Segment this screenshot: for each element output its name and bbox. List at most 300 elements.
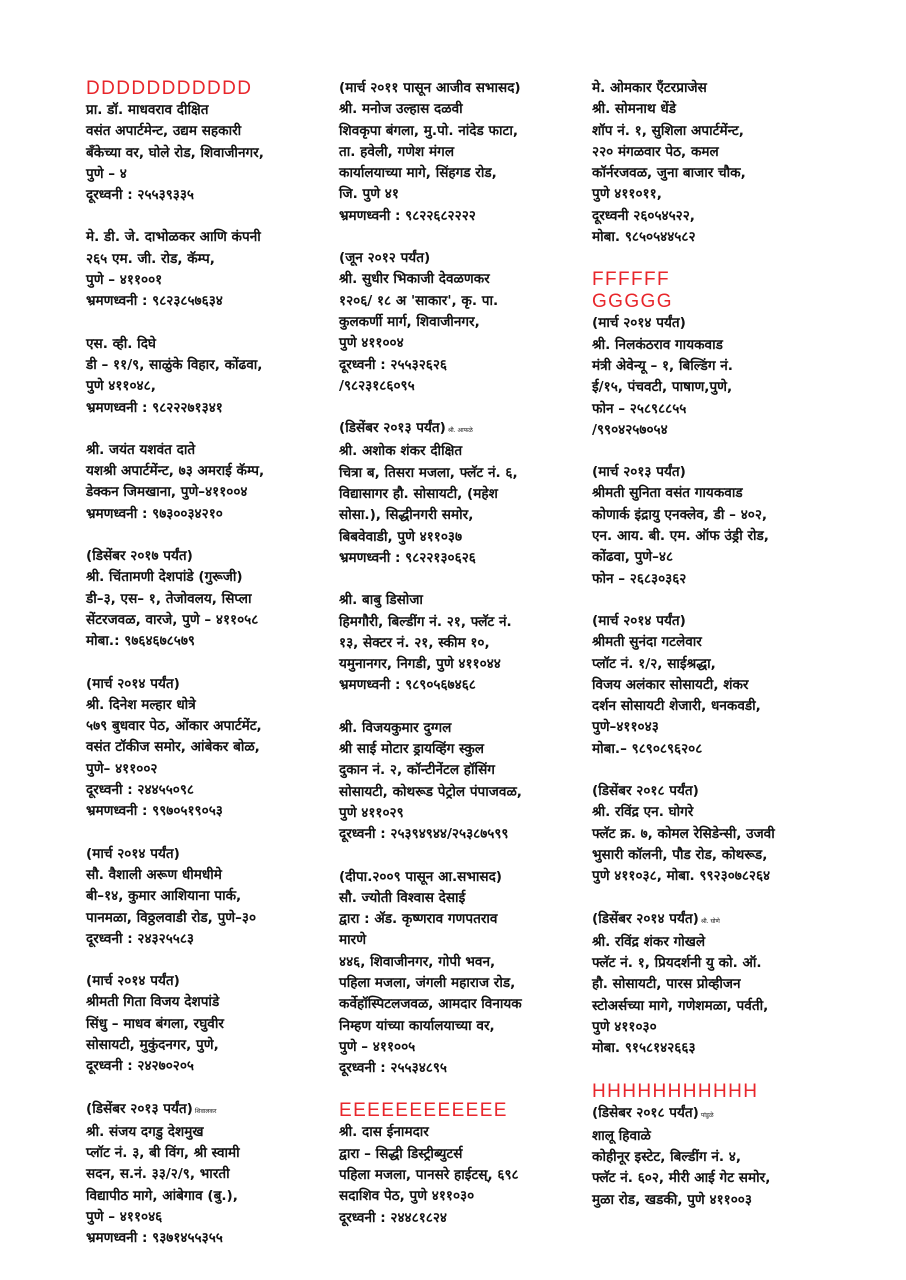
entry-line-row xyxy=(339,548,587,569)
entry-line-row xyxy=(339,441,587,462)
entry-line-row xyxy=(339,739,587,760)
entry-first-line: श्री. जयंत यशवंत दाते xyxy=(86,441,196,458)
entry-line-row xyxy=(86,164,334,185)
entry-first-line: (डिसेंबर २०१७ पर्यंत) xyxy=(86,548,193,565)
entry-line: सोसायटी, कोथरूड पेट्रोल पंपाजवळ, xyxy=(339,783,522,800)
entry-line: सौ. ज्योती विश्वास देसाई xyxy=(339,889,466,906)
entry-line: हिमगौरी, बिल्डींग नं. २१, फ्लॅट नं. xyxy=(339,613,512,630)
entry-line-row xyxy=(592,781,840,802)
entry-line-row xyxy=(86,801,334,822)
entry-line: कार्यालयाच्या मागे, सिंहगड रोड, xyxy=(339,165,497,182)
member-entry xyxy=(86,1099,334,1250)
entry-line-row xyxy=(86,759,334,780)
entry-line: मोबा.– ९८९०८९६२०८ xyxy=(592,740,703,757)
entry-line: सोसा.), सिद्धीनगरी समोर, xyxy=(339,507,474,524)
entry-line: भ्रमणध्वनी : ९८९०५६७४६८ xyxy=(339,677,476,694)
entry-line-row xyxy=(339,484,587,505)
entry-line-row xyxy=(86,334,334,355)
member-entry xyxy=(86,440,334,525)
entry-line-row xyxy=(86,929,334,950)
entry-line: ५७९ बुधवार पेठ, ओंकार अपार्टमेंट, xyxy=(86,718,262,735)
entry-line-row xyxy=(339,248,587,269)
entry-line-row xyxy=(592,335,840,356)
entry-line-row xyxy=(339,760,587,781)
member-entry xyxy=(339,248,587,397)
entry-line: बी–१४, कुमार आशियाना पार्क, xyxy=(86,888,242,905)
entry-line-row xyxy=(592,1017,840,1038)
entry-first-line: (जून २०१२ पर्यंत) xyxy=(339,250,431,267)
entry-first-line: (दीपा.२००९ पासून आ.सभासद) xyxy=(339,868,503,885)
entry-line: प्लॉट नं. ३, बी विंग, श्री स्वामी xyxy=(86,1145,240,1162)
entry-first-line: (डिसेंबर २०१३ पर्यंत) xyxy=(86,1100,193,1117)
entry-line: बिबवेवाडी, पुणे ४११०३७ xyxy=(339,528,463,545)
entry-line: मुळा रोड, खडकी, पुणे ४११००३ xyxy=(592,1191,752,1208)
entry-first-line: प्रा. डॉ. माधवराव दीक्षित xyxy=(86,102,209,118)
entry-line: डी – ११/९, साळुंके विहार, कोंढवा, xyxy=(86,356,263,373)
entry-line-row xyxy=(86,398,334,419)
entry-line-row xyxy=(86,1035,334,1056)
member-entry xyxy=(339,590,587,696)
entry-line-row xyxy=(339,312,587,333)
entry-line-row xyxy=(592,866,840,887)
entry-line-row xyxy=(339,418,587,441)
entry-line-row xyxy=(339,505,587,526)
entry-first-line: श्री. दास ईनामदार xyxy=(339,1124,429,1141)
entry-first-line: (डिसेबर २०१८ पर्यंत) xyxy=(592,1104,699,1121)
entry-line-row xyxy=(86,1014,334,1035)
entry-line-row xyxy=(86,185,334,206)
entry-line: डेक्कन जिमखाना, पुणे–४११००४ xyxy=(86,484,248,501)
entry-line: दूरध्वनी : २५५३९३३५ xyxy=(86,187,194,204)
entry-line-row xyxy=(86,674,334,695)
entry-line: श्रीमती गिता विजय देशपांडे xyxy=(86,994,220,1011)
entry-line-row xyxy=(592,526,840,547)
entry-line-row xyxy=(339,675,587,696)
entry-line-row xyxy=(592,1168,840,1189)
entry-line-row xyxy=(592,1190,840,1211)
entry-line-row xyxy=(592,654,840,675)
entry-line-row xyxy=(339,355,587,376)
entry-line: ४४६, शिवाजीनगर, गोपी भवन, xyxy=(339,953,496,970)
entry-line: फ्लॅट क्र. ७, कोमल रेसिडेन्सी, उजवी xyxy=(592,825,775,842)
entry-line: मंत्री अेवेन्यू – १, बिल्डिंग नं. xyxy=(592,357,733,374)
entry-first-line: (डिसेंबर २०१३ पर्यंत) xyxy=(339,420,446,437)
entry-line: भ्रमणध्वनी : ९८२२६८२२२२ xyxy=(339,207,476,224)
entry-line-row xyxy=(86,1164,334,1185)
entry-line: पहिला मजला, जंगली महाराज रोड, xyxy=(339,974,516,991)
entry-line-row xyxy=(592,547,840,568)
member-entry xyxy=(592,313,840,441)
entry-line: दूरध्वनी : २४२७०२०५ xyxy=(86,1058,194,1075)
entry-line-row xyxy=(86,100,334,121)
entry-first-line: (मार्च २०११ पासून आजीव सभासद) xyxy=(339,80,521,96)
entry-line-row xyxy=(86,440,334,461)
entry-line: पुणे ४११०३८, मोबा. ९९२३०७८२६४ xyxy=(592,868,771,885)
entry-line-row xyxy=(592,1126,840,1147)
entry-line-row xyxy=(592,802,840,823)
entry-first-line: एस. व्ही. दिघे xyxy=(86,335,156,352)
entry-line: दुकान नं. २, कॉन्टीनेंटल हॉसिंग xyxy=(339,762,495,779)
member-entry xyxy=(592,78,840,248)
member-entry xyxy=(86,674,334,823)
entry-line-row xyxy=(592,1147,840,1168)
entry-line: विद्यासागर हौ. सोसायटी, (महेश xyxy=(339,486,498,503)
entry-line-row xyxy=(592,569,840,590)
member-entry xyxy=(339,418,587,569)
entry-line-row xyxy=(339,333,587,354)
entry-line-row xyxy=(339,99,587,120)
entry-line: पहिला मजला, पानसरे हाईटस्, ६९८ xyxy=(339,1167,519,1184)
entry-line-row xyxy=(86,482,334,503)
entry-line-row xyxy=(592,483,840,504)
entry-line: फ्लॅट नं. ६०२, मीरी आई गेट समोर, xyxy=(592,1170,771,1187)
member-entry xyxy=(592,781,840,887)
entry-line-row xyxy=(592,184,840,205)
entry-line: २६५ एम. जी. रोड, कॅम्प, xyxy=(86,250,215,267)
entry-line-row xyxy=(339,867,587,888)
entry-line: श्री. अशोक शंकर दीक्षित xyxy=(339,443,463,460)
member-entry xyxy=(339,867,587,1080)
entry-line: पुणे – ४११०४६ xyxy=(86,1209,163,1226)
entry-line-row xyxy=(86,971,334,992)
entry-line-row xyxy=(339,590,587,611)
entry-line: ई/१५, पंचवटी, पाषाण,पुणे, xyxy=(592,379,733,396)
entry-line-row xyxy=(339,1165,587,1186)
entry-line: भ्रमणध्वनी : ९९७०५१९०५३ xyxy=(86,803,223,820)
entry-line: श्रीमती सुनिता वसंत गायकवाड xyxy=(592,485,743,502)
entry-line: भ्रमणध्वनी : ९३७१४५५३५५ xyxy=(86,1230,223,1247)
entry-line: जि. पुणे ४१ xyxy=(339,186,399,203)
entry-first-line: (मार्च २०१४ पर्यंत) xyxy=(86,845,180,862)
entry-line: मारणे xyxy=(339,932,367,949)
entry-line-row xyxy=(339,1122,587,1143)
entry-line: मोबा. ९८५०५४४५८२ xyxy=(592,229,696,246)
entry-line-row xyxy=(339,463,587,484)
entry-line-row xyxy=(86,992,334,1013)
entry-line-row xyxy=(339,803,587,824)
letter-heading: HHHHHHHHHHH xyxy=(592,1080,759,1102)
entry-line: पुणे ४११०११, xyxy=(592,186,662,203)
entry-line-row xyxy=(86,589,334,610)
column-left xyxy=(86,78,334,1271)
entry-line-row xyxy=(339,527,587,548)
entry-line: डी–३, एस– १, तेजोवलय, सिप्ला xyxy=(86,590,252,607)
entry-line: पुणे ४११००४ xyxy=(339,335,404,352)
entry-line-row xyxy=(339,782,587,803)
entry-line-row xyxy=(86,504,334,525)
entry-line: पुणे– ४११००२ xyxy=(86,760,158,777)
entry-line: श्री. सुधीर भिकाजी देवळणकर xyxy=(339,271,490,288)
member-entry xyxy=(86,844,334,950)
entry-line-row xyxy=(592,121,840,142)
member-entry xyxy=(86,100,334,206)
entry-line-row xyxy=(86,249,334,270)
entry-line: हौ. सोसायटी, पारस प्रोव्हीजन xyxy=(592,976,741,993)
entry-line-row xyxy=(339,121,587,142)
entry-line: स्टोअर्सच्या मागे, गणेशमळा, पर्वती, xyxy=(592,997,769,1014)
entry-line: सेंटरजवळ, वारजे, पुणे – ४११०५८ xyxy=(86,611,259,628)
entry-line-row xyxy=(592,99,840,120)
entry-line-row xyxy=(86,546,334,567)
entry-line: वसंत अपार्टमेन्ट, उद्यम सहकारी xyxy=(86,123,242,140)
entry-line: पुणे–४११०४३ xyxy=(592,719,659,736)
entry-line-row xyxy=(339,269,587,290)
entry-line: विद्यापीठ मागे, आंबेगाव (बु.), xyxy=(86,1187,238,1204)
entry-line: यमुनानगर, निगडी, पुणे ४११०४४ xyxy=(339,656,501,673)
entry-line: दूरध्वनी : २४३२५५८३ xyxy=(86,930,194,947)
entry-note: श्री. आफळे xyxy=(447,427,473,435)
entry-line: श्री. संजय दगडु देशमुख xyxy=(86,1123,204,1140)
member-entry xyxy=(592,462,840,590)
entry-first-line: मे. ओमकार ऍंटरप्राजेस xyxy=(592,80,707,96)
entry-first-line: (डिसेंबर २०१८ पर्यंत) xyxy=(592,783,699,800)
entry-note: पांडुळे xyxy=(700,1111,714,1119)
entry-line-row xyxy=(592,1103,840,1126)
member-entry xyxy=(86,334,334,419)
entry-line-row xyxy=(339,291,587,312)
entry-first-line: श्री. विजयकुमार दुग्गल xyxy=(339,719,452,736)
entry-line: शिवकृपा बंगला, मु.पो. नांदेड फाटा, xyxy=(339,122,519,139)
entry-line: भ्रमणध्वनी : ९८२२१३०६२६ xyxy=(339,549,476,566)
entry-line: दूरध्वनी : २५५३४८९५ xyxy=(339,1060,447,1077)
entry-line: श्री. रविंद्र शंकर गोखले xyxy=(592,933,706,950)
entry-line: कॉर्नरजवळ, जुना बाजार चौक, xyxy=(592,165,746,182)
entry-line: श्री. रविंद्र एन. घोगरे xyxy=(592,804,694,821)
entry-line-row xyxy=(86,631,334,652)
entry-line-row xyxy=(592,696,840,717)
entry-line-row xyxy=(339,952,587,973)
member-entry xyxy=(86,227,334,312)
entry-first-line: (मार्च २०१४ पर्यंत) xyxy=(86,973,180,990)
entry-line-row xyxy=(592,399,840,420)
member-entry xyxy=(339,78,587,227)
entry-line: कोणार्क इंद्रायु एनक्लेव, डी – ४०२, xyxy=(592,506,768,523)
entry-line-row xyxy=(86,1143,334,1164)
entry-line: कोंढवा, पुणे–४८ xyxy=(592,549,674,566)
entry-line: श्री. निलकंठराव गायकवाड xyxy=(592,336,723,353)
entry-line-row xyxy=(592,505,840,526)
entry-line-row xyxy=(592,932,840,953)
entry-first-line: (डिसेंबर २०१४ पर्यंत) xyxy=(592,910,699,927)
entry-line-row xyxy=(592,824,840,845)
entry-line-row xyxy=(86,1228,334,1249)
entry-line-row xyxy=(592,1038,840,1059)
entry-line-row xyxy=(592,675,840,696)
entry-line: चित्रा ब, तिसरा मजला, फ्लॅट नं. ६, xyxy=(339,464,518,481)
entry-line: पुणे – ४ xyxy=(86,165,127,182)
entry-line-row xyxy=(592,632,840,653)
entry-line-row xyxy=(86,270,334,291)
entry-line: ता. हवेली, गणेश मंगल xyxy=(339,143,455,160)
entry-line: श्री. मनोज उल्हास दळवी xyxy=(339,101,463,118)
letter-heading: GGGGG xyxy=(592,291,673,313)
entry-line-row xyxy=(339,184,587,205)
entry-line: यशश्री अपार्टमेंन्ट, ७३ अमराई कॅम्प, xyxy=(86,463,265,480)
entry-line: विजय अलंकार सोसायटी, शंकर xyxy=(592,676,749,693)
entry-line-row xyxy=(592,996,840,1017)
entry-line: द्वारा : ॲड. कृष्णराव गणपतराव xyxy=(339,911,498,928)
entry-line-row xyxy=(86,376,334,397)
entry-line-row xyxy=(86,291,334,312)
letter-heading: EEEEEEEEEEEE xyxy=(339,1100,508,1122)
entry-line-row xyxy=(339,612,587,633)
entry-line: दर्शन सोसायटी शेजारी, धनकवडी, xyxy=(592,698,761,715)
entry-first-line: (मार्च २०१४ पर्यंत) xyxy=(592,315,686,332)
entry-line-row xyxy=(339,824,587,845)
entry-line-row xyxy=(86,716,334,737)
entry-line: पुणे – ४११००१ xyxy=(86,272,163,289)
entry-line: बँकेच्या वर, घोले रोड, शिवाजीनगर, xyxy=(86,144,264,161)
entry-line: द्वारा – सिद्धी डिस्ट्रीब्युटर्स xyxy=(339,1145,463,1162)
entry-line-row xyxy=(339,930,587,951)
entry-line-row xyxy=(592,611,840,632)
entry-line-row xyxy=(86,908,334,929)
entry-line-row xyxy=(86,886,334,907)
entry-line: श्री. दिनेश मल्हार धोत्रे xyxy=(86,696,196,713)
entry-line: भ्रमणध्वनी : ९८२३८५७६३४ xyxy=(86,293,223,310)
entry-line-row xyxy=(339,1186,587,1207)
entry-line: मोबा. ९१५८१४२६६३ xyxy=(592,1040,696,1057)
entry-line: शॉप नं. १, सुशिला अपार्टमेंन्ट, xyxy=(592,122,744,139)
entry-line-row xyxy=(339,909,587,930)
entry-line: /९९०४२५७०५४ xyxy=(592,421,668,438)
entry-line: मोबा.: ९७६४६७८५७९ xyxy=(86,633,195,650)
entry-line-row xyxy=(592,163,840,184)
entry-first-line: (मार्च २०१४ पर्यंत) xyxy=(592,612,686,629)
entry-line: दूरध्वनी : २५५३२६२६ xyxy=(339,356,447,373)
entry-first-line: (मार्च २०१३ पर्यंत) xyxy=(592,464,686,481)
entry-note: शिवालकर xyxy=(194,1107,217,1115)
entry-line-row xyxy=(339,206,587,227)
entry-line: भुसारी कॉलनी, पौड रोड, कोथरूड, xyxy=(592,846,768,863)
member-entry xyxy=(86,546,334,652)
entry-line-row xyxy=(86,737,334,758)
entry-line-row xyxy=(86,143,334,164)
entry-line-row xyxy=(592,420,840,441)
entry-line-row xyxy=(339,718,587,739)
entry-line: फ्लॅट नं. १, प्रियदर्शनी यु को. ऑ. xyxy=(592,955,762,972)
entry-line: सदन, स.नं. ३३/२/९, भारती xyxy=(86,1166,230,1183)
entry-first-line: मे. डी. जे. दाभोळकर आणि कंपनी xyxy=(86,229,261,246)
entry-line: पुणे – ४११००५ xyxy=(339,1038,416,1055)
entry-line-row xyxy=(592,78,840,99)
entry-line-row xyxy=(339,163,587,184)
entry-line-row xyxy=(339,1016,587,1037)
entry-line-row xyxy=(592,845,840,866)
entry-line-row xyxy=(592,953,840,974)
entry-line: पानमळा, विठ्ठलवाडी रोड, पुणे–३० xyxy=(86,909,257,926)
entry-line-row xyxy=(339,376,587,397)
entry-line: दूरध्वनी : २४४५५०९८ xyxy=(86,782,194,799)
entry-line: दूरध्वनी : २५३९४९४४/२५३८७५९९ xyxy=(339,826,509,843)
entry-line-row xyxy=(86,1099,334,1122)
entry-line: कुलकर्णी मार्ग, शिवाजीनगर, xyxy=(339,313,480,330)
entry-line-row xyxy=(592,206,840,227)
letter-heading: DDDDDDDDDDD xyxy=(86,78,253,99)
member-entry xyxy=(592,1103,840,1211)
entry-line-row xyxy=(339,973,587,994)
entry-line: भ्रमणध्वनी : ९८२२२७१३४१ xyxy=(86,399,223,416)
entry-line: १३, सेक्टर नं. २१, स्कीम १०, xyxy=(339,634,490,651)
entry-line: वसंत टॉकीज समोर, आंबेकर बोळ, xyxy=(86,739,260,756)
column-right xyxy=(592,78,840,1232)
entry-line-row xyxy=(339,142,587,163)
entry-line-row xyxy=(86,1122,334,1143)
entry-line-row xyxy=(592,717,840,738)
entry-line: सौ. वैशाली अरूण धीमधीमे xyxy=(86,866,222,883)
entry-line-row xyxy=(86,1056,334,1077)
entry-line: पुणे ४११०४८, xyxy=(86,378,156,395)
member-entry xyxy=(339,1122,587,1228)
entry-line: श्रीमती सुनंदा गटलेवार xyxy=(592,634,702,651)
column-middle xyxy=(339,78,587,1250)
entry-note: श्री. घोणे xyxy=(700,917,720,925)
entry-line: प्लॉट नं. १/२, साईश्रद्धा, xyxy=(592,655,716,672)
entry-line-row xyxy=(592,227,840,248)
entry-line: फोन – २५८९८८५५ xyxy=(592,400,687,417)
entry-line-row xyxy=(339,994,587,1015)
entry-line: फोन – २६८३०३६२ xyxy=(592,570,687,587)
entry-line: /९८२३१८६०९५ xyxy=(339,377,415,394)
entry-line-row xyxy=(86,695,334,716)
entry-line: श्री. चिंतामणी देशपांडे (गुरूजी) xyxy=(86,569,243,586)
entry-line-row xyxy=(592,377,840,398)
entry-line: सोसायटी, मुकुंदनगर, पुणे, xyxy=(86,1036,219,1053)
entry-line: दूरध्वनी : २४४८१८२४ xyxy=(339,1209,447,1226)
entry-line-row xyxy=(592,142,840,163)
entry-line: पुणे ४११०२९ xyxy=(339,804,404,821)
entry-line-row xyxy=(339,888,587,909)
entry-line: भ्रमणध्वनी : ९७३००३४२१० xyxy=(86,505,223,522)
letter-heading: FFFFFF xyxy=(592,269,671,291)
entry-line-row xyxy=(86,865,334,886)
entry-line: श्री. सोमनाथ धेंडे xyxy=(592,101,676,118)
member-entry xyxy=(339,718,587,846)
entry-line-row xyxy=(339,1058,587,1079)
entry-line-row xyxy=(86,227,334,248)
entry-line-row xyxy=(86,1207,334,1228)
entry-line: कोहीनूर इस्टेट, बिल्डींग नं. ४, xyxy=(592,1149,742,1166)
entry-line: एन. आय. बी. एम. ऑफ उंड्री रोड, xyxy=(592,528,769,545)
entry-line-row xyxy=(339,78,587,99)
entry-line-row xyxy=(86,610,334,631)
entry-line-row xyxy=(86,461,334,482)
entry-line: सिंधु – माधव बंगला, रघुवीर xyxy=(86,1015,224,1032)
entry-line-row xyxy=(339,1208,587,1229)
entry-line: १२०६/ १८ अ 'साकार', कृ. पा. xyxy=(339,292,499,309)
entry-line-row xyxy=(592,313,840,334)
entry-line-row xyxy=(592,739,840,760)
entry-line-row xyxy=(339,654,587,675)
entry-line: शालू हिवाळे xyxy=(592,1127,651,1144)
entry-line: २२० मंगळवार पेठ, कमल xyxy=(592,143,719,160)
entry-first-line: श्री. बाबु डिसोजा xyxy=(339,592,423,609)
entry-line-row xyxy=(339,1144,587,1165)
entry-first-line: (मार्च २०१४ पर्यंत) xyxy=(86,675,180,692)
entry-line-row xyxy=(592,356,840,377)
entry-line: दूरध्वनी २६०५४५२२, xyxy=(592,207,695,224)
entry-line: निम्हण यांच्या कार्यालयाच्या वर, xyxy=(339,1017,495,1034)
entry-line: पुणे ४११०३० xyxy=(592,1018,657,1035)
member-entry xyxy=(86,971,334,1077)
entry-line-row xyxy=(592,909,840,932)
entry-line-row xyxy=(339,1037,587,1058)
entry-line-row xyxy=(339,633,587,654)
entry-line-row xyxy=(86,355,334,376)
member-entry xyxy=(592,909,840,1060)
entry-line: सदाशिव पेठ, पुणे ४११०३० xyxy=(339,1188,475,1205)
entry-line-row xyxy=(592,974,840,995)
